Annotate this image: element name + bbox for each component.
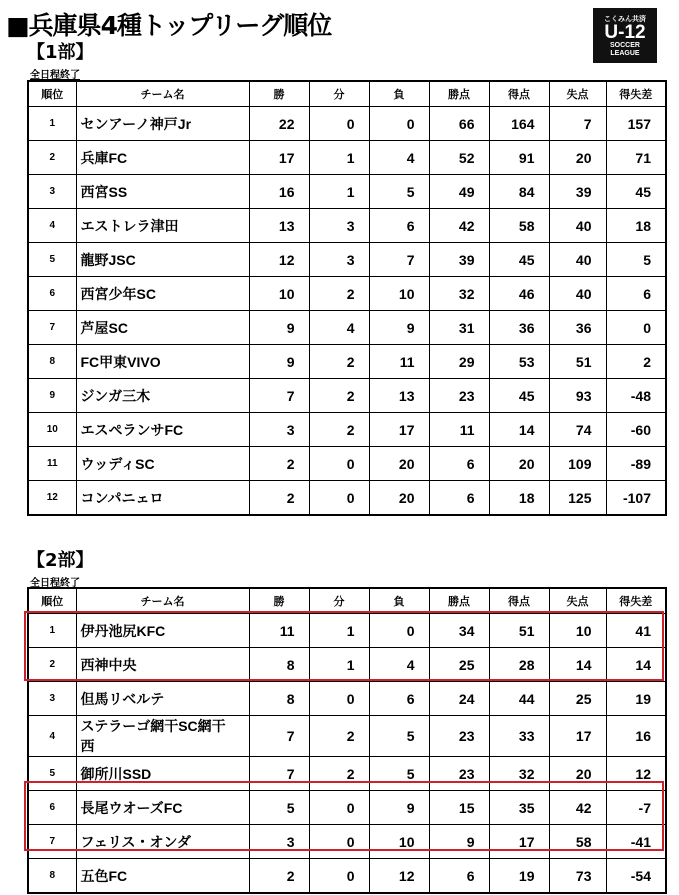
rank-cell: 7 <box>28 311 76 345</box>
column-header: 勝点 <box>429 588 489 614</box>
stat-cell: 12 <box>369 859 429 894</box>
stat-cell: 58 <box>489 209 549 243</box>
stat-cell: 29 <box>429 345 489 379</box>
table-row <box>28 791 666 825</box>
stat-cell: 9 <box>429 825 489 859</box>
team-name-cell: 長尾ウオーズFC <box>76 791 249 825</box>
stat-cell: 9 <box>249 311 309 345</box>
stat-cell: 10 <box>549 614 606 648</box>
stat-cell: 25 <box>429 648 489 682</box>
stat-cell: 23 <box>429 757 489 791</box>
header-row <box>28 588 666 614</box>
table-row <box>28 614 666 648</box>
team-name-cell: 西宮SS <box>76 175 249 209</box>
stat-cell: 17 <box>369 413 429 447</box>
rank-cell: 3 <box>28 175 76 209</box>
stat-cell: 0 <box>309 481 369 516</box>
stat-cell: 20 <box>369 481 429 516</box>
stat-cell: 74 <box>549 413 606 447</box>
stat-cell: -89 <box>606 447 666 481</box>
column-header: 得失差 <box>606 81 666 107</box>
stat-cell: 44 <box>489 682 549 716</box>
stat-cell: 20 <box>489 447 549 481</box>
stat-cell: 7 <box>369 243 429 277</box>
table-row <box>28 413 666 447</box>
stat-cell: 22 <box>249 107 309 141</box>
stat-cell: 19 <box>489 859 549 894</box>
rank-cell: 11 <box>28 447 76 481</box>
stat-cell: 9 <box>249 345 309 379</box>
stat-cell: 10 <box>369 277 429 311</box>
stat-cell: 51 <box>489 614 549 648</box>
header-row <box>28 81 666 107</box>
table-row <box>28 345 666 379</box>
stat-cell: 6 <box>429 481 489 516</box>
stat-cell: 40 <box>549 209 606 243</box>
stat-cell: 2 <box>309 716 369 757</box>
stat-cell: 0 <box>606 311 666 345</box>
column-header: 分 <box>309 588 369 614</box>
stat-cell: 24 <box>429 682 489 716</box>
rank-cell: 12 <box>28 481 76 516</box>
stat-cell: -48 <box>606 379 666 413</box>
logo-text: SOCCER <box>610 42 640 49</box>
stat-cell: 1 <box>309 614 369 648</box>
stat-cell: 6 <box>369 682 429 716</box>
team-name-cell: 西宮少年SC <box>76 277 249 311</box>
stat-cell: 17 <box>489 825 549 859</box>
column-header: 得失差 <box>606 588 666 614</box>
stat-cell: -107 <box>606 481 666 516</box>
stat-cell: -60 <box>606 413 666 447</box>
stat-cell: 5 <box>369 175 429 209</box>
stat-cell: 8 <box>249 682 309 716</box>
table-row <box>28 682 666 716</box>
stat-cell: 10 <box>249 277 309 311</box>
column-header: 勝 <box>249 588 309 614</box>
column-header: チーム名 <box>76 588 249 614</box>
stat-cell: 19 <box>606 682 666 716</box>
stat-cell: 6 <box>429 447 489 481</box>
rank-cell: 4 <box>28 209 76 243</box>
stat-cell: 2 <box>606 345 666 379</box>
stat-cell: 5 <box>369 757 429 791</box>
stat-cell: 20 <box>549 757 606 791</box>
stat-cell: 51 <box>549 345 606 379</box>
team-name-cell: 御所川SSD <box>76 757 249 791</box>
stat-cell: 14 <box>489 413 549 447</box>
rank-cell: 9 <box>28 379 76 413</box>
stat-cell: 91 <box>489 141 549 175</box>
stat-cell: 41 <box>606 614 666 648</box>
stat-cell: 40 <box>549 277 606 311</box>
column-header: 得点 <box>489 81 549 107</box>
stat-cell: 11 <box>249 614 309 648</box>
stat-cell: 3 <box>249 825 309 859</box>
stat-cell: 58 <box>549 825 606 859</box>
rank-cell: 5 <box>28 757 76 791</box>
stat-cell: 36 <box>549 311 606 345</box>
team-name-cell: 龍野JSC <box>76 243 249 277</box>
stat-cell: 0 <box>369 614 429 648</box>
stat-cell: 11 <box>369 345 429 379</box>
rank-cell: 2 <box>28 648 76 682</box>
stat-cell: 14 <box>549 648 606 682</box>
stat-cell: 2 <box>249 481 309 516</box>
stat-cell: 49 <box>429 175 489 209</box>
stat-cell: 2 <box>309 277 369 311</box>
team-name-cell: ステラーゴ網干SC網干西 <box>76 716 249 757</box>
stat-cell: 2 <box>309 345 369 379</box>
stat-cell: 1 <box>309 175 369 209</box>
stat-cell: 3 <box>249 413 309 447</box>
stat-cell: 9 <box>369 311 429 345</box>
team-name-cell: センアーノ神戸Jr <box>76 107 249 141</box>
stat-cell: 7 <box>249 757 309 791</box>
team-name-cell: エストレラ津田 <box>76 209 249 243</box>
stat-cell: 7 <box>549 107 606 141</box>
stat-cell: 34 <box>429 614 489 648</box>
division1-standings-table <box>27 80 667 516</box>
stat-cell: 3 <box>309 209 369 243</box>
column-header: 勝 <box>249 81 309 107</box>
column-header: 失点 <box>549 81 606 107</box>
stat-cell: 73 <box>549 859 606 894</box>
division1-heading: 【1部】 <box>27 42 94 63</box>
stat-cell: 52 <box>429 141 489 175</box>
stat-cell: 39 <box>429 243 489 277</box>
stat-cell: 20 <box>369 447 429 481</box>
stat-cell: 0 <box>309 107 369 141</box>
table-row <box>28 141 666 175</box>
table-row <box>28 481 666 516</box>
stat-cell: 0 <box>309 825 369 859</box>
stat-cell: 23 <box>429 716 489 757</box>
stat-cell: 109 <box>549 447 606 481</box>
rank-cell: 7 <box>28 825 76 859</box>
stat-cell: 2 <box>309 413 369 447</box>
stat-cell: 39 <box>549 175 606 209</box>
stat-cell: 45 <box>489 379 549 413</box>
stat-cell: 93 <box>549 379 606 413</box>
stat-cell: 1 <box>309 141 369 175</box>
column-header: 分 <box>309 81 369 107</box>
stat-cell: 16 <box>249 175 309 209</box>
stat-cell: 16 <box>606 716 666 757</box>
stat-cell: 18 <box>489 481 549 516</box>
stat-cell: 17 <box>249 141 309 175</box>
stat-cell: 71 <box>606 141 666 175</box>
rank-cell: 8 <box>28 345 76 379</box>
stat-cell: 46 <box>489 277 549 311</box>
stat-cell: 0 <box>309 447 369 481</box>
stat-cell: 2 <box>309 379 369 413</box>
stat-cell: 7 <box>249 379 309 413</box>
table-row <box>28 825 666 859</box>
stat-cell: 28 <box>489 648 549 682</box>
stat-cell: 6 <box>606 277 666 311</box>
stat-cell: 0 <box>369 107 429 141</box>
table-row <box>28 379 666 413</box>
table-row <box>28 716 666 757</box>
stat-cell: 17 <box>549 716 606 757</box>
division2-standings-table <box>27 587 667 894</box>
stat-cell: 5 <box>369 716 429 757</box>
stat-cell: 2 <box>249 859 309 894</box>
team-name-cell: ジンガ三木 <box>76 379 249 413</box>
team-name-cell: コンパニェロ <box>76 481 249 516</box>
stat-cell: 164 <box>489 107 549 141</box>
stat-cell: 11 <box>429 413 489 447</box>
rank-cell: 2 <box>28 141 76 175</box>
stat-cell: 35 <box>489 791 549 825</box>
stat-cell: 66 <box>429 107 489 141</box>
column-header: 負 <box>369 588 429 614</box>
stat-cell: 14 <box>606 648 666 682</box>
stat-cell: 53 <box>489 345 549 379</box>
table-row <box>28 209 666 243</box>
stat-cell: 0 <box>309 859 369 894</box>
column-header: 負 <box>369 81 429 107</box>
stat-cell: 18 <box>606 209 666 243</box>
stat-cell: 10 <box>369 825 429 859</box>
table-row <box>28 859 666 894</box>
stat-cell: 4 <box>309 311 369 345</box>
stat-cell: 7 <box>249 716 309 757</box>
column-header: 失点 <box>549 588 606 614</box>
stat-cell: 125 <box>549 481 606 516</box>
table-row <box>28 648 666 682</box>
stat-cell: -41 <box>606 825 666 859</box>
stat-cell: 6 <box>369 209 429 243</box>
rank-cell: 6 <box>28 277 76 311</box>
column-header: 順位 <box>28 588 76 614</box>
page-title: ■兵庫県4種トップリーグ順位 <box>6 11 332 40</box>
stat-cell: 25 <box>549 682 606 716</box>
table-row <box>28 107 666 141</box>
stat-cell: 45 <box>606 175 666 209</box>
stat-cell: 15 <box>429 791 489 825</box>
stat-cell: 32 <box>429 277 489 311</box>
rank-cell: 5 <box>28 243 76 277</box>
team-name-cell: 西神中央 <box>76 648 249 682</box>
stat-cell: 36 <box>489 311 549 345</box>
table-row <box>28 447 666 481</box>
rank-cell: 4 <box>28 716 76 757</box>
stat-cell: 13 <box>249 209 309 243</box>
column-header: 順位 <box>28 81 76 107</box>
team-name-cell: フェリス・オンダ <box>76 825 249 859</box>
team-name-cell: 兵庫FC <box>76 141 249 175</box>
stat-cell: 45 <box>489 243 549 277</box>
stat-cell: 157 <box>606 107 666 141</box>
stat-cell: 31 <box>429 311 489 345</box>
stat-cell: 0 <box>309 791 369 825</box>
stat-cell: -7 <box>606 791 666 825</box>
team-name-cell: 芦屋SC <box>76 311 249 345</box>
stat-cell: 13 <box>369 379 429 413</box>
stat-cell: 33 <box>489 716 549 757</box>
stat-cell: 40 <box>549 243 606 277</box>
column-header: 勝点 <box>429 81 489 107</box>
stat-cell: 20 <box>549 141 606 175</box>
rank-cell: 1 <box>28 107 76 141</box>
team-name-cell: 五色FC <box>76 859 249 894</box>
table-row <box>28 757 666 791</box>
team-name-cell: エスペランサFC <box>76 413 249 447</box>
stat-cell: 2 <box>309 757 369 791</box>
stat-cell: 2 <box>249 447 309 481</box>
stat-cell: 12 <box>606 757 666 791</box>
team-name-cell: FC甲東VIVO <box>76 345 249 379</box>
division1-status: 全日程終了 <box>30 70 80 81</box>
logo-text: こくみん共済 <box>604 16 646 23</box>
stat-cell: 4 <box>369 141 429 175</box>
division2-status: 全日程終了 <box>30 578 80 589</box>
table-row <box>28 277 666 311</box>
logo-text: LEAGUE <box>610 50 640 57</box>
rank-cell: 10 <box>28 413 76 447</box>
rank-cell: 1 <box>28 614 76 648</box>
stat-cell: 42 <box>549 791 606 825</box>
stat-cell: 8 <box>249 648 309 682</box>
stat-cell: 42 <box>429 209 489 243</box>
stat-cell: 5 <box>249 791 309 825</box>
rank-cell: 6 <box>28 791 76 825</box>
stat-cell: 5 <box>606 243 666 277</box>
table-row <box>28 175 666 209</box>
stat-cell: 3 <box>309 243 369 277</box>
stat-cell: 4 <box>369 648 429 682</box>
team-name-cell: 伊丹池尻KFC <box>76 614 249 648</box>
stat-cell: 0 <box>309 682 369 716</box>
stat-cell: 12 <box>249 243 309 277</box>
stat-cell: 32 <box>489 757 549 791</box>
table-row <box>28 243 666 277</box>
column-header: 得点 <box>489 588 549 614</box>
team-name-cell: 但馬リベルテ <box>76 682 249 716</box>
stat-cell: 9 <box>369 791 429 825</box>
rank-cell: 3 <box>28 682 76 716</box>
stat-cell: 84 <box>489 175 549 209</box>
stat-cell: 23 <box>429 379 489 413</box>
column-header: チーム名 <box>76 81 249 107</box>
division2-heading: 【2部】 <box>27 550 94 571</box>
table-row <box>28 311 666 345</box>
team-name-cell: ウッディSC <box>76 447 249 481</box>
stat-cell: 6 <box>429 859 489 894</box>
stat-cell: -54 <box>606 859 666 894</box>
logo-text: U-12 <box>604 22 646 43</box>
stat-cell: 1 <box>309 648 369 682</box>
rank-cell: 8 <box>28 859 76 894</box>
u12-league-logo <box>593 8 657 63</box>
